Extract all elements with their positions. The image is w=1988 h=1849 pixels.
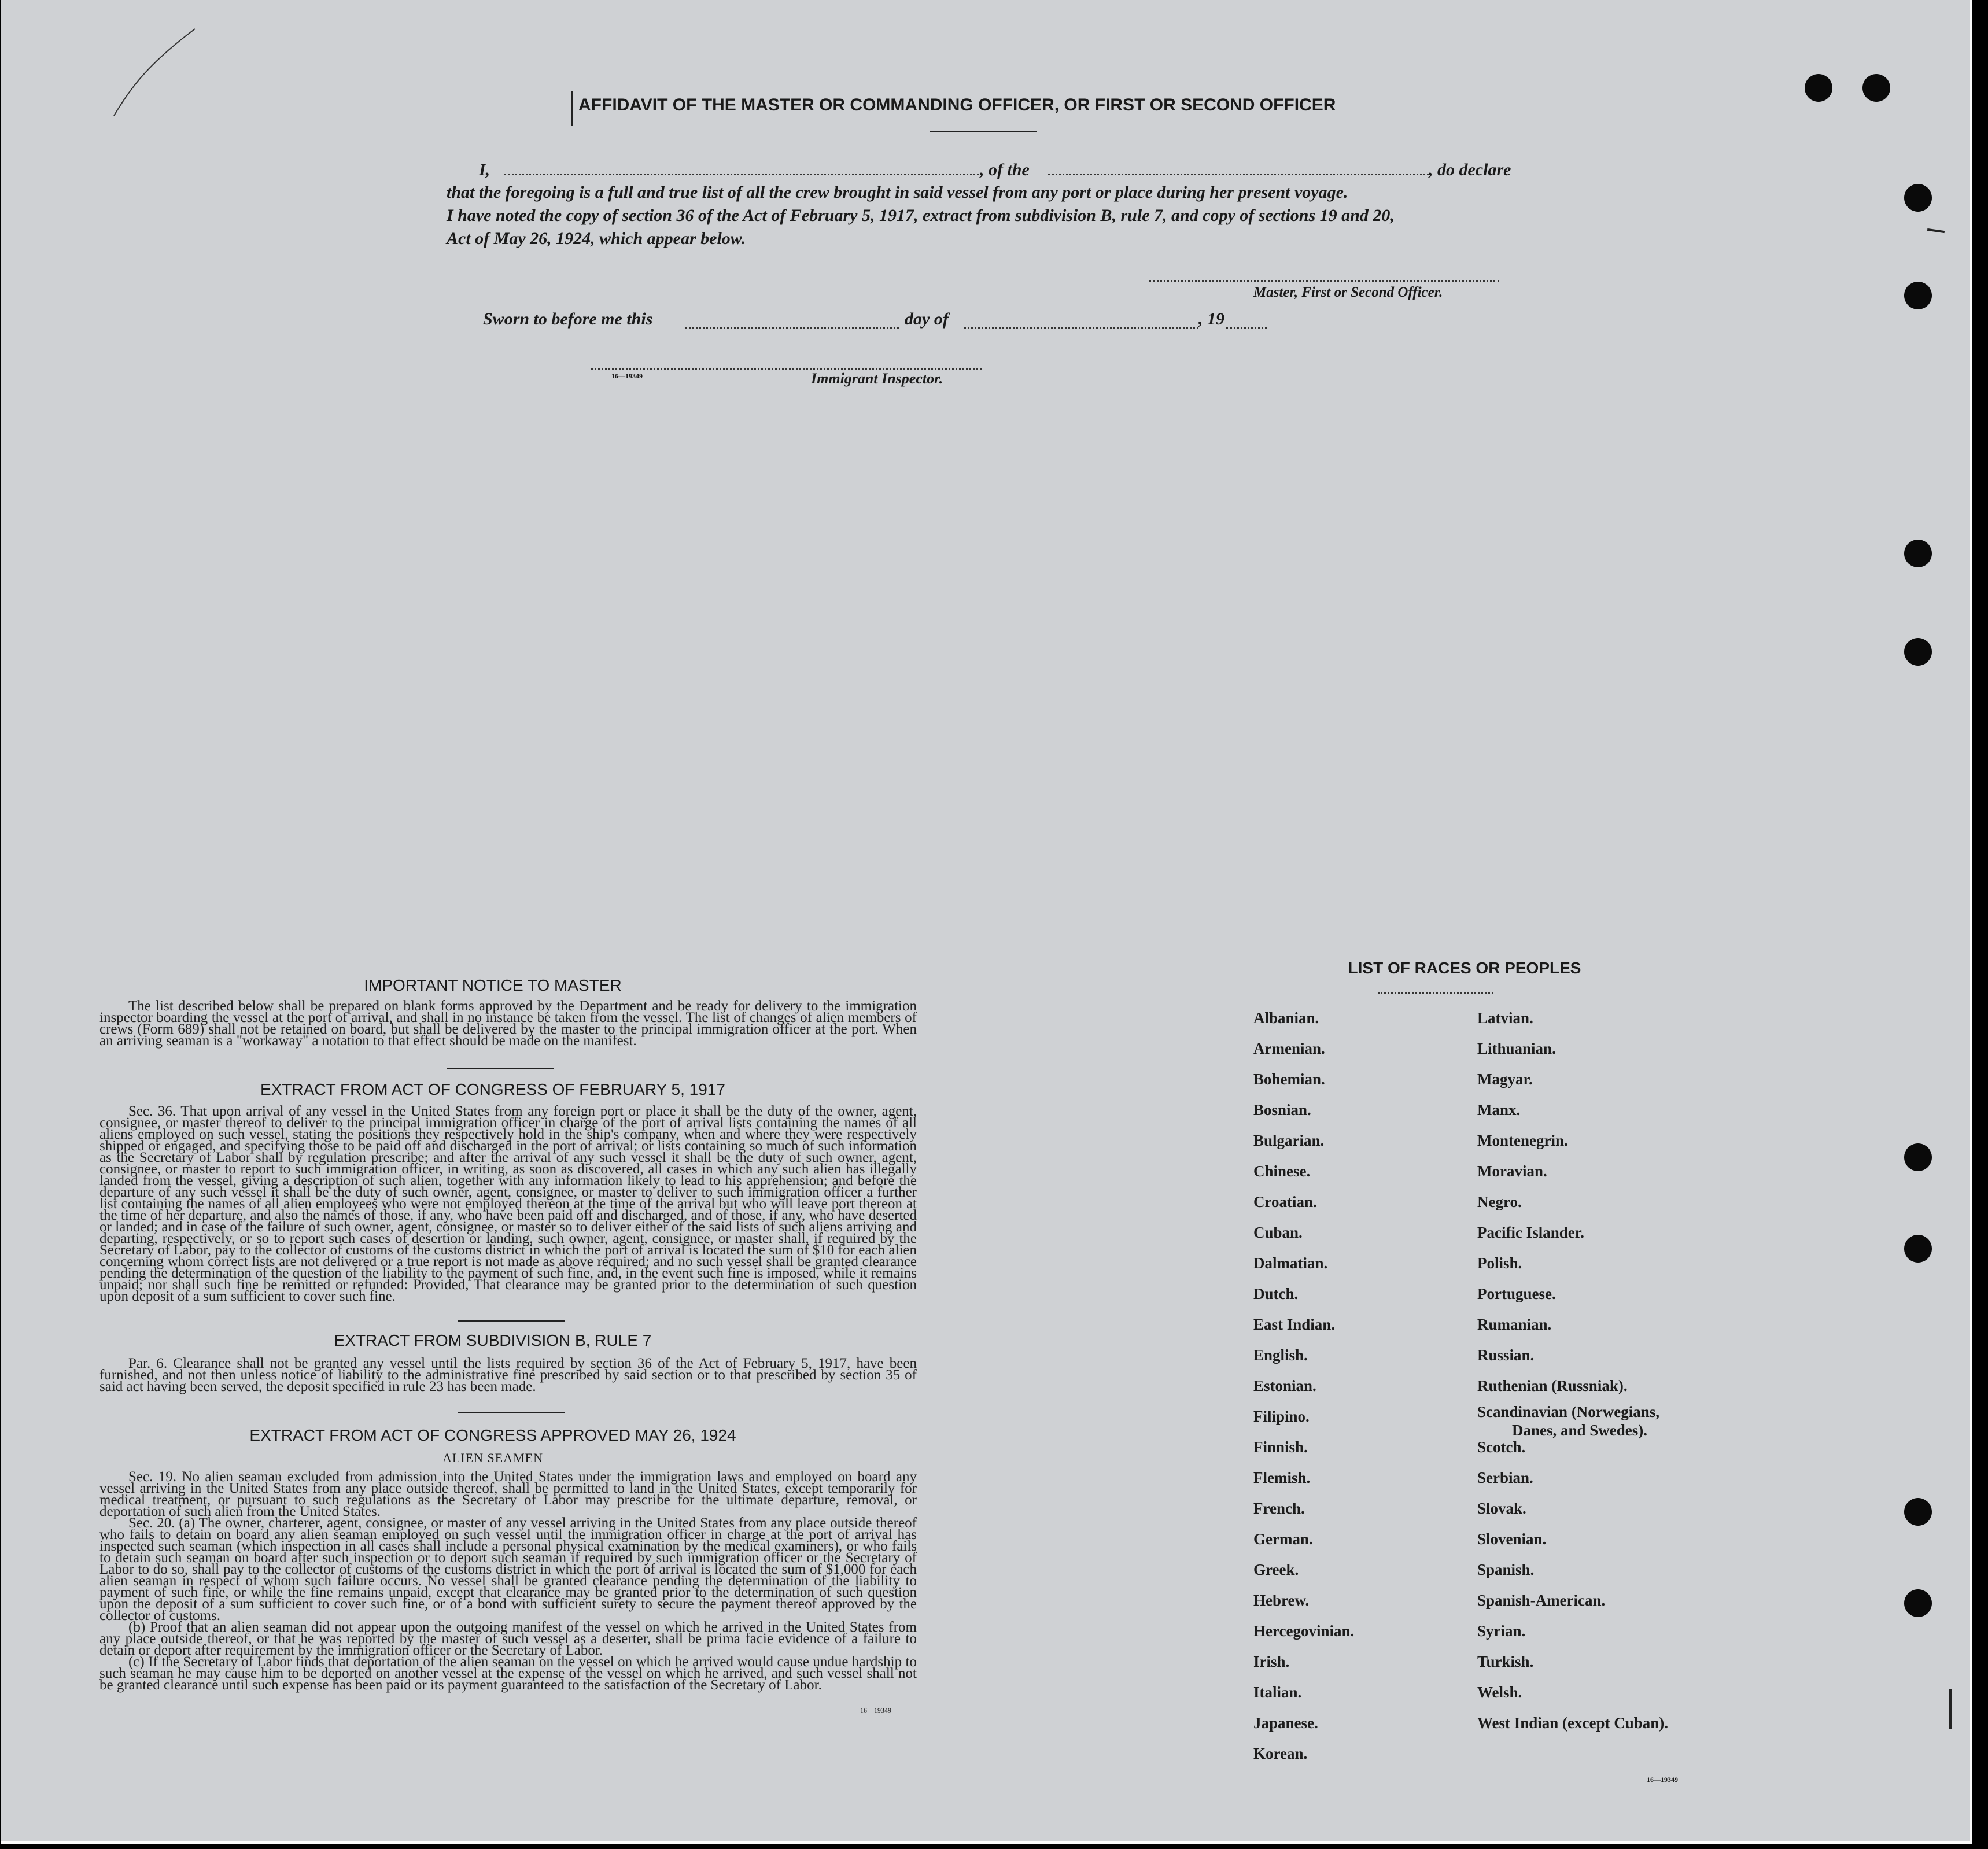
notice-text [99, 998, 917, 1049]
declaration-line-3: I have noted the copy of section 36 of the Act of February 5, 1917, extract from subdivision B, rule 7, and copy of sections 19 and 20, [447, 206, 1395, 225]
race-item: French. [1253, 1500, 1305, 1517]
race-item: Greek. [1253, 1561, 1299, 1578]
race-item: Negro. [1477, 1193, 1522, 1210]
corner-scratch [108, 23, 201, 121]
race-item: Spanish-American. [1477, 1592, 1606, 1609]
declaration-line-2: that the foregoing is a full and true list of all the crew brought in said vessel from any port or place during her present voyage. [447, 183, 1348, 202]
margin-mark [571, 91, 573, 126]
race-item: West Indian (except Cuban). [1477, 1714, 1669, 1732]
race-item: Italian. [1253, 1684, 1302, 1701]
race-item: Pacific Islander. [1477, 1224, 1584, 1241]
race-item: East Indian. [1253, 1316, 1336, 1333]
section-20b-paragraph: (b) Proof that an alien seaman did not appear upon the outgoing manifest of the vessel on which he arrived in the United States from any place outside thereof, or that he was reported by the master of such vessel as a deserter, shall be prima facie evidence of a failure to detain or deport after requirement by the immigration officer or the Secretary of Labor. [99, 1619, 917, 1658]
race-item: Montenegrin. [1477, 1132, 1568, 1149]
race-item: Korean. [1253, 1745, 1308, 1762]
race-item: Hebrew. [1253, 1592, 1310, 1609]
races-title: LIST OF RACES OR PEOPLES [1348, 959, 1581, 977]
sworn-label: Sworn to before me this [483, 309, 653, 329]
binder-hole [1904, 540, 1932, 567]
race-item: Dalmatian. [1253, 1254, 1328, 1272]
race-item: Flemish. [1253, 1469, 1311, 1486]
vessel-blank[interactable] [1048, 174, 1429, 175]
races-form-number: 16—19349 [1647, 1776, 1678, 1784]
race-item: Hercegovinian. [1253, 1622, 1355, 1640]
rule-7-title: EXTRACT FROM SUBDIVISION B, RULE 7 [334, 1331, 652, 1349]
do-declare-label: , do declare [1429, 160, 1511, 179]
declaration-line-4: Act of May 26, 1924, which appear below. [447, 229, 746, 248]
binder-hole [1904, 184, 1932, 212]
notice-title: IMPORTANT NOTICE TO MASTER [364, 976, 622, 994]
race-item: Dutch. [1253, 1285, 1299, 1302]
section-36-paragraph: Sec. 36. That upon arrival of any vessel in the United States from any foreign port or place it shall be the duty of the owner, agent, consignee, or master thereof to deliver to the principal immigration officer in charge of the port of arrival lists containing the names of all aliens employed on such vessel, stating the positions they respectively hold in the ship's company, when and where they were respectively shipped or engaged, and specifying those to be paid off and discharged in the port of arrival; or lists containing so much of such information as the Secretary of Labor shall by regulation prescribe; and after the arrival of any such vessel it shall be the duty of such owner, agent, consignee, or master to report to such immigration officer, in writing, as soon as discovered, all cases in which any such alien has illegally landed from the vessel, giving a description of such alien, together with any information likely to lead to his apprehension; and before the departure of any such vessel it shall be the duty of such owner, agent, consignee, or master to deliver to such immigration officer a further list containing the names of all alien employees who were not employed thereon at the time of the arrival but who will leave port thereon at the time of her departure, and also the names of those, if any, who have been paid off and discharged, and of those, if any, who have deserted or landed; and in case of the failure of such owner, agent, consignee, or master so to deliver either of the said lists of such aliens arriving and departing, respectively, or so to report such cases of desertion or landing, such owner, agent, consignee, or master shall, if required by the Secretary of Labor, pay to the collector of customs of the customs district in which the port of arrival is located the sum of $10 for each alien concerning whom correct lists are not delivered or a true report is not made as above required; and no such vessel shall be granted clearance pending the determination of the question of the liability to the payment of such fine, and, in the event such fine is imposed, while it remains unpaid; nor shall such fine be remitted or refunded: Provided, That clearance may be granted prior to the determination of such question upon deposit of a sum sufficient to cover such fine. [99, 1104, 917, 1304]
race-item: Albanian. [1253, 1009, 1319, 1027]
race-item: Japanese. [1253, 1714, 1318, 1732]
race-item: Slovenian. [1477, 1530, 1547, 1548]
race-item: Filipino. [1253, 1408, 1310, 1425]
extract-1924-title: EXTRACT FROM ACT OF CONGRESS APPROVED MAY 26, 1924 [249, 1426, 736, 1444]
race-item: Slovak. [1477, 1500, 1526, 1517]
extract-form-number: 16—19349 [860, 1706, 891, 1714]
race-item: German. [1253, 1530, 1313, 1548]
year-label: , 19 [1198, 309, 1224, 329]
race-item: Rumanian. [1477, 1316, 1552, 1333]
extract-1917-title: EXTRACT FROM ACT OF CONGRESS OF FEBRUARY 5, 1917 [260, 1080, 725, 1098]
race-item: Finnish. [1253, 1438, 1308, 1456]
race-item: Bosnian. [1253, 1101, 1311, 1119]
race-item: Portuguese. [1477, 1285, 1556, 1302]
race-item: Estonian. [1253, 1377, 1316, 1394]
section-20a-paragraph: Sec. 20. (a) The owner, charterer, agent, consignee, or master of any vessel arriving in the United States from any place outside thereof who fails to detain on board any alien seaman employed on such vessel until the immigration officer in charge at the port of arrival has inspected such seaman (which inspection in all cases shall include a personal physical examination by the medical examiners), or who fails to detain such seaman on board after such inspection or to deport such seaman if required by such immigration officer or the Secretary of Labor to do so, shall pay to the collector of customs of the customs district in which the port of arrival is located the sum of $1,000 for each alien seaman in respect of whom such failure occurs. No vessel shall be granted clearance pending the determination of the liability to payment of such fine, or while the fine remains unpaid, except that clearance may be granted prior to the determination of such question upon the deposit of a sum sufficient to cover such fine, or of a bond with sufficient surety to secure the payment thereof approved by the collector of customs. [99, 1515, 917, 1623]
binder-hole [1805, 74, 1832, 102]
notice-paragraph: The list described below shall be prepared on blank forms approved by the Department and be ready for delivery to the immigration inspector boarding the vessel at the port of arrival, and shall in no instance be taken from the vessel. The list of changes of alien members of crews (Form 689) shall not be retained on board, but shall be delivered by the master to the principal immigration officer at the port. When an arriving seaman is a "workaway" a notation to that effect should be made on the manifest. [99, 998, 917, 1049]
affidavit-form-number: 16—19349 [611, 372, 643, 380]
sworn-month-blank[interactable] [964, 327, 1198, 329]
race-item: Chinese. [1253, 1162, 1311, 1180]
race-item: English. [1253, 1346, 1308, 1364]
race-item: Polish. [1477, 1254, 1522, 1272]
race-item: Danes, and Swedes). [1512, 1422, 1648, 1439]
binder-hole [1904, 1589, 1932, 1617]
race-item: Cuban. [1253, 1224, 1303, 1241]
divider-2 [458, 1320, 565, 1322]
race-item: Lithuanian. [1477, 1040, 1556, 1057]
binder-hole [1904, 1235, 1932, 1263]
of-the-label: , of the [980, 160, 1030, 179]
binder-hole [1862, 74, 1890, 102]
section-20c-paragraph: (c) If the Secretary of Labor finds that deportation of the alien seaman on the vessel on which he arrived would cause undue hardship to such seaman he may cause him to be deported on another vessel at the expense of the vessel on which he arrived, and such vessel shall not be granted clearance until such expense has been paid or its payment guaranteed to the satisfaction of the Secretary of Labor. [99, 1654, 917, 1693]
signature-label: Master, First or Second Officer. [1253, 285, 1443, 300]
sworn-year-blank[interactable] [1226, 327, 1267, 329]
declare-i-label: I, [479, 160, 490, 179]
extract-1917-text [99, 1106, 917, 1302]
binder-hole [1904, 638, 1932, 666]
alien-seamen-subtitle: ALIEN SEAMEN [442, 1451, 543, 1465]
rule-7-text [99, 1358, 917, 1393]
race-item: Magyar. [1477, 1071, 1533, 1088]
race-item: Welsh. [1477, 1684, 1522, 1701]
edge-mark [1949, 1689, 1952, 1729]
race-item: Scotch. [1477, 1438, 1526, 1456]
extract-1924-text [99, 1471, 917, 1691]
name-blank[interactable] [504, 174, 979, 175]
binder-hole [1904, 1498, 1932, 1526]
race-item: Armenian. [1253, 1040, 1325, 1057]
par-6-paragraph: Par. 6. Clearance shall not be granted any vessel until the lists required by section 36 of the Act of February 5, 1917, have been furnished, and not then unless notice of liability to the administrative fine prescribed by said section or to that prescribed by section 35 of said act having been served, the deposit specified in rule 23 has been made. [99, 1356, 917, 1394]
race-item: Manx. [1477, 1101, 1521, 1119]
race-item: Syrian. [1477, 1622, 1526, 1640]
race-item: Latvian. [1477, 1009, 1533, 1027]
section-19-paragraph: Sec. 19. No alien seaman excluded from admission into the United States under the immigration laws and employed on board any vessel arriving in the United States from any place outside thereof, shall be permitted to land in the United States, except temporarily for medical treatment, or pursuant to such regulations as the Secretary of Labor may prescribe for the ultimate departure, removal, or deportation of such alien from the United States. [99, 1469, 917, 1519]
divider-3 [458, 1412, 565, 1413]
race-item: Spanish. [1477, 1561, 1535, 1578]
race-item: Ruthenian (Russniak). [1477, 1377, 1628, 1394]
signature-blank[interactable] [1149, 280, 1499, 282]
divider-1 [447, 1068, 554, 1069]
edge-mark [1927, 228, 1945, 233]
affidavit-title: AFFIDAVIT OF THE MASTER OR COMMANDING OFFICER, OR FIRST OR SECOND OFFICER [578, 95, 1336, 115]
sworn-day-blank[interactable] [685, 327, 899, 329]
race-item: Croatian. [1253, 1193, 1317, 1210]
race-item: Moravian. [1477, 1162, 1547, 1180]
day-of-label: day of [905, 309, 949, 329]
race-item: Turkish. [1477, 1653, 1534, 1670]
race-item: Irish. [1253, 1653, 1290, 1670]
inspector-label: Immigrant Inspector. [811, 370, 943, 387]
title-underline [930, 131, 1037, 132]
race-item: Russian. [1477, 1346, 1535, 1364]
race-item: Bohemian. [1253, 1071, 1325, 1088]
document-page [1, 0, 1972, 1844]
race-item: Bulgarian. [1253, 1132, 1325, 1149]
race-item: Serbian. [1477, 1469, 1533, 1486]
race-item: Scandinavian (Norwegians, [1477, 1403, 1660, 1420]
races-title-rule [1378, 992, 1493, 994]
binder-hole [1904, 1143, 1932, 1171]
binder-hole [1904, 282, 1932, 309]
